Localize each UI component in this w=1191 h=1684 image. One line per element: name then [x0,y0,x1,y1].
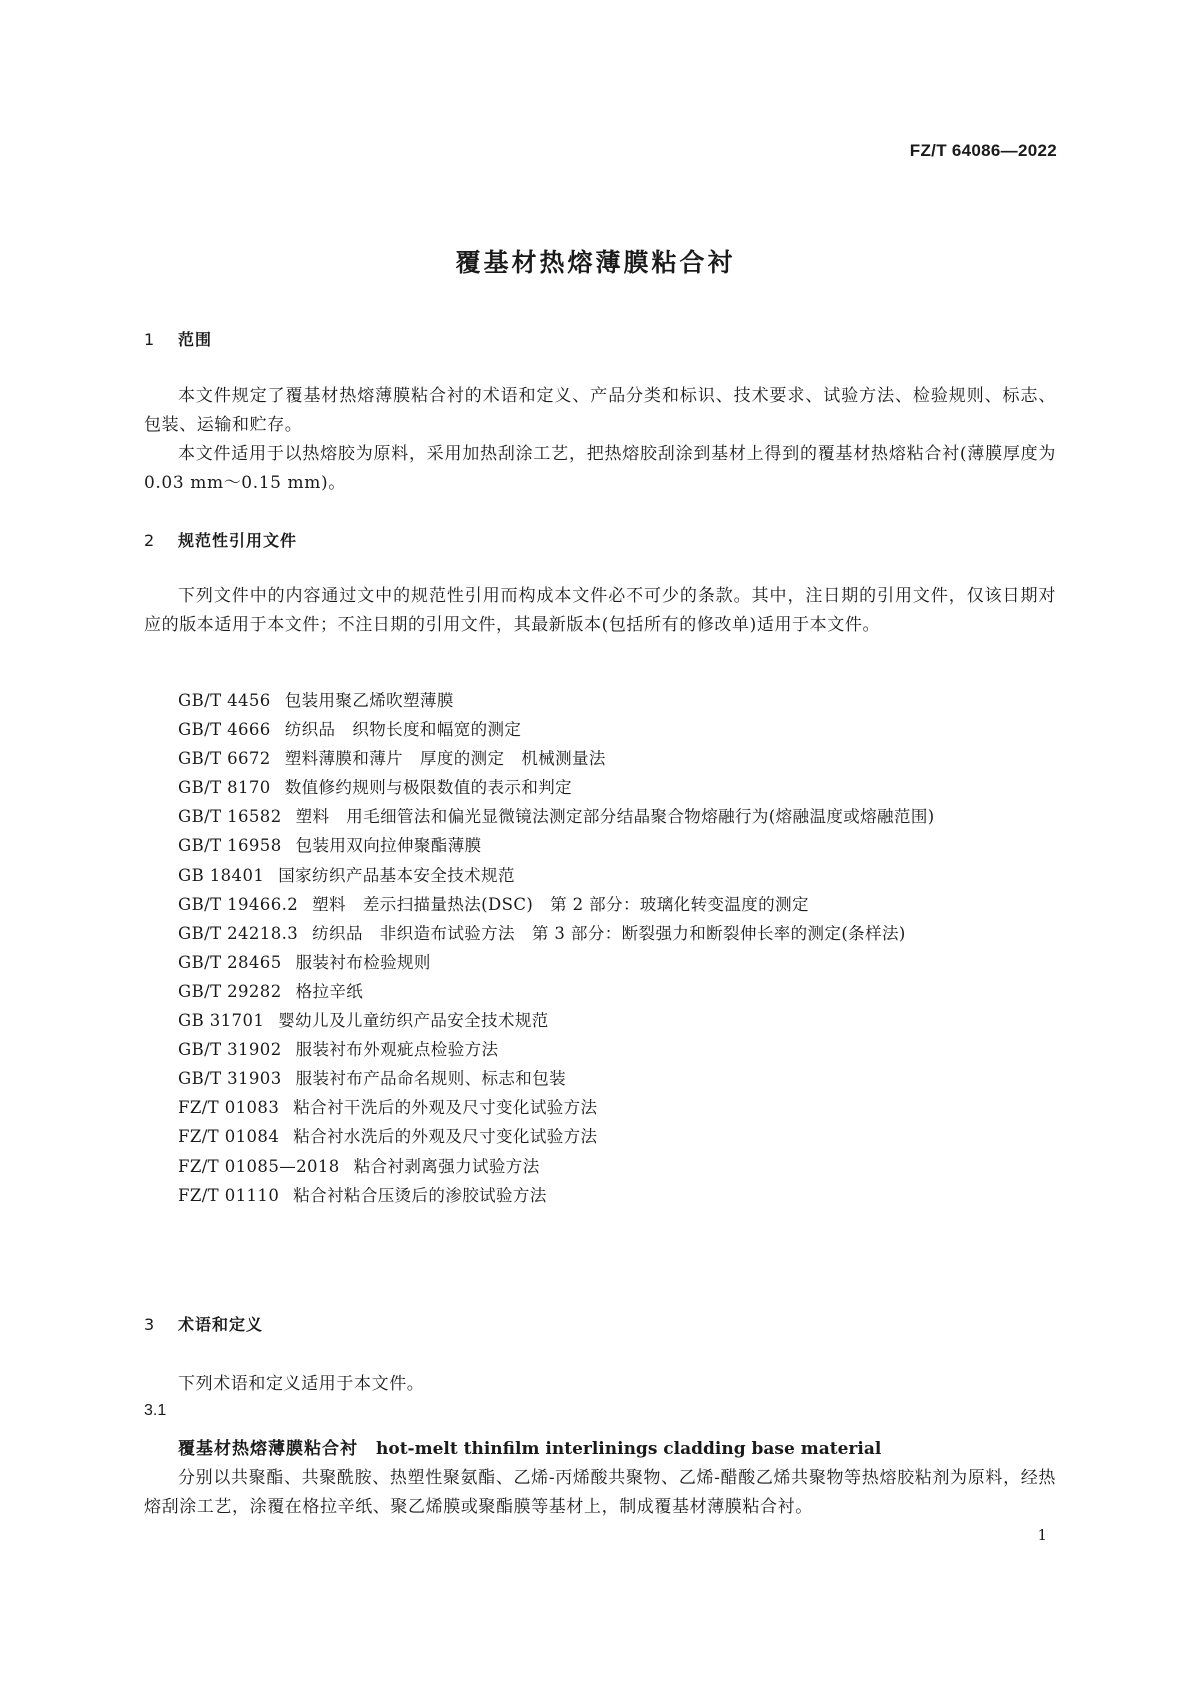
reference-title: 纺织品 织物长度和幅宽的测定 [284,720,522,740]
section-number: 3 [144,1315,156,1334]
normative-intro: 下列文件中的内容通过文中的规范性引用而构成本文件必不可少的条款。其中，注日期的引用文件，仅该日期对应的版本适用于本文件；不注日期的引用文件，其最新版本(包括所有的修改单)适用于本文件。 [144,586,1056,635]
reference-code: FZ/T 01110 [178,1185,280,1205]
reference-title: 粘合衬干洗后的外观及尺寸变化试验方法 [293,1098,598,1118]
reference-code: GB 31701 [178,1011,265,1031]
reference-code: GB/T 16582 [178,807,282,827]
terms-intro: 下列术语和定义适用于本文件。 [178,1374,425,1394]
section-title: 范围 [178,330,213,349]
reference-code: GB 18401 [178,865,265,885]
reference-title: 婴幼儿及儿童纺织产品安全技术规范 [278,1011,549,1031]
reference-code: GB/T 24218.3 [178,923,299,943]
reference-item [144,802,1056,831]
reference-item [144,948,1056,977]
reference-item [144,715,1056,744]
reference-item [144,890,1056,919]
reference-title: 纺织品 非织造布试验方法 第 3 部分：断裂强力和断裂伸长率的测定(条样法) [312,923,906,943]
reference-item [144,1035,1056,1064]
section-heading-scope [144,327,212,350]
reference-code: GB/T 4666 [178,720,271,740]
reference-title: 格拉辛纸 [295,981,364,1001]
scope-paragraph: 本文件规定了覆基材热熔薄膜粘合衬的术语和定义、产品分类和标识、技术要求、试验方法、检验规则、标志、包装、运输和贮存。 [144,386,1056,435]
reference-item [144,1064,1056,1093]
reference-title: 粘合衬粘合压烫后的渗胶试验方法 [293,1185,547,1205]
reference-item [144,1152,1056,1181]
section-heading-normative-references [144,528,297,551]
reference-title: 包装用双向拉伸聚酯薄膜 [295,836,482,856]
reference-code: GB/T 28465 [178,952,282,972]
reference-code: FZ/T 01084 [178,1127,280,1147]
reference-title: 服装衬布产品命名规则、标志和包装 [295,1069,567,1089]
scope-paragraph: 本文件适用于以热熔胶为原料，采用加热刮涂工艺，把热熔胶刮涂到基材上得到的覆基材热熔粘合衬(薄膜厚度为 0.03 mm～0.15 mm)。 [144,444,1056,493]
reference-title: 塑料薄膜和薄片 厚度的测定 机械测量法 [284,749,606,769]
reference-item [144,831,1056,860]
section-title: 规范性引用文件 [178,531,298,550]
document-title: 覆基材热熔薄膜粘合衬 [455,248,736,277]
reference-title: 数值修约规则与极限数值的表示和判定 [284,778,573,798]
reference-code: GB/T 16958 [178,836,282,856]
reference-item [144,919,1056,948]
reference-code: GB/T 4456 [178,691,271,710]
reference-item [144,744,1056,773]
reference-title: 粘合衬剥离强力试验方法 [353,1156,540,1176]
reference-title: 塑料 用毛细管法和偏光显微镜法测定部分结晶聚合物熔融行为(熔融温度或熔融范围) [295,807,935,827]
reference-title: 包装用聚乙烯吹塑薄膜 [284,691,454,710]
section-number: 2 [144,531,156,550]
reference-code: FZ/T 01083 [178,1098,280,1118]
page-number: 1 [1037,1526,1047,1544]
reference-item [144,1006,1056,1035]
section-heading-terms [144,1312,263,1335]
term-english: hot-melt thinfilm interlinings cladding base material [376,1439,882,1459]
standard-code: FZ/T 64086—2022 [909,141,1057,160]
reference-title: 服装衬布外观疵点检验方法 [295,1040,499,1060]
reference-item [144,1181,1056,1210]
section-number: 1 [144,330,156,349]
term-number: 3.1 [144,1402,167,1419]
reference-item [144,977,1056,1006]
reference-title: 服装衬布检验规则 [295,952,431,972]
term-heading [178,1434,881,1459]
reference-item [144,861,1056,890]
reference-title: 粘合衬水洗后的外观及尺寸变化试验方法 [293,1127,598,1147]
reference-code: GB/T 8170 [178,778,271,798]
reference-code: GB/T 19466.2 [178,894,299,914]
reference-item [144,1122,1056,1151]
reference-code: GB/T 31902 [178,1040,282,1060]
reference-code: GB/T 6672 [178,749,271,769]
reference-title: 塑料 差示扫描量热法(DSC) 第 2 部分：玻璃化转变温度的测定 [312,894,809,914]
reference-item [144,773,1056,802]
reference-list [144,686,1056,1210]
reference-item [144,1093,1056,1122]
term-chinese: 覆基材热熔薄膜粘合衬 [178,1439,358,1459]
term-definition: 分别以共聚酯、共聚酰胺、热塑性聚氨酯、乙烯-丙烯酸共聚物、乙烯-醋酸乙烯共聚物等热熔胶粘剂为原料，经热熔刮涂工艺，涂覆在格拉辛纸、聚乙烯膜或聚酯膜等基材上，制成覆基材薄膜粘合衬。 [144,1468,1056,1517]
reference-code: GB/T 31903 [178,1069,282,1089]
section-title: 术语和定义 [178,1315,264,1334]
reference-code: FZ/T 01085—2018 [178,1156,340,1176]
reference-code: GB/T 29282 [178,981,282,1001]
reference-title: 国家纺织产品基本安全技术规范 [278,865,515,885]
reference-item [144,686,1056,715]
